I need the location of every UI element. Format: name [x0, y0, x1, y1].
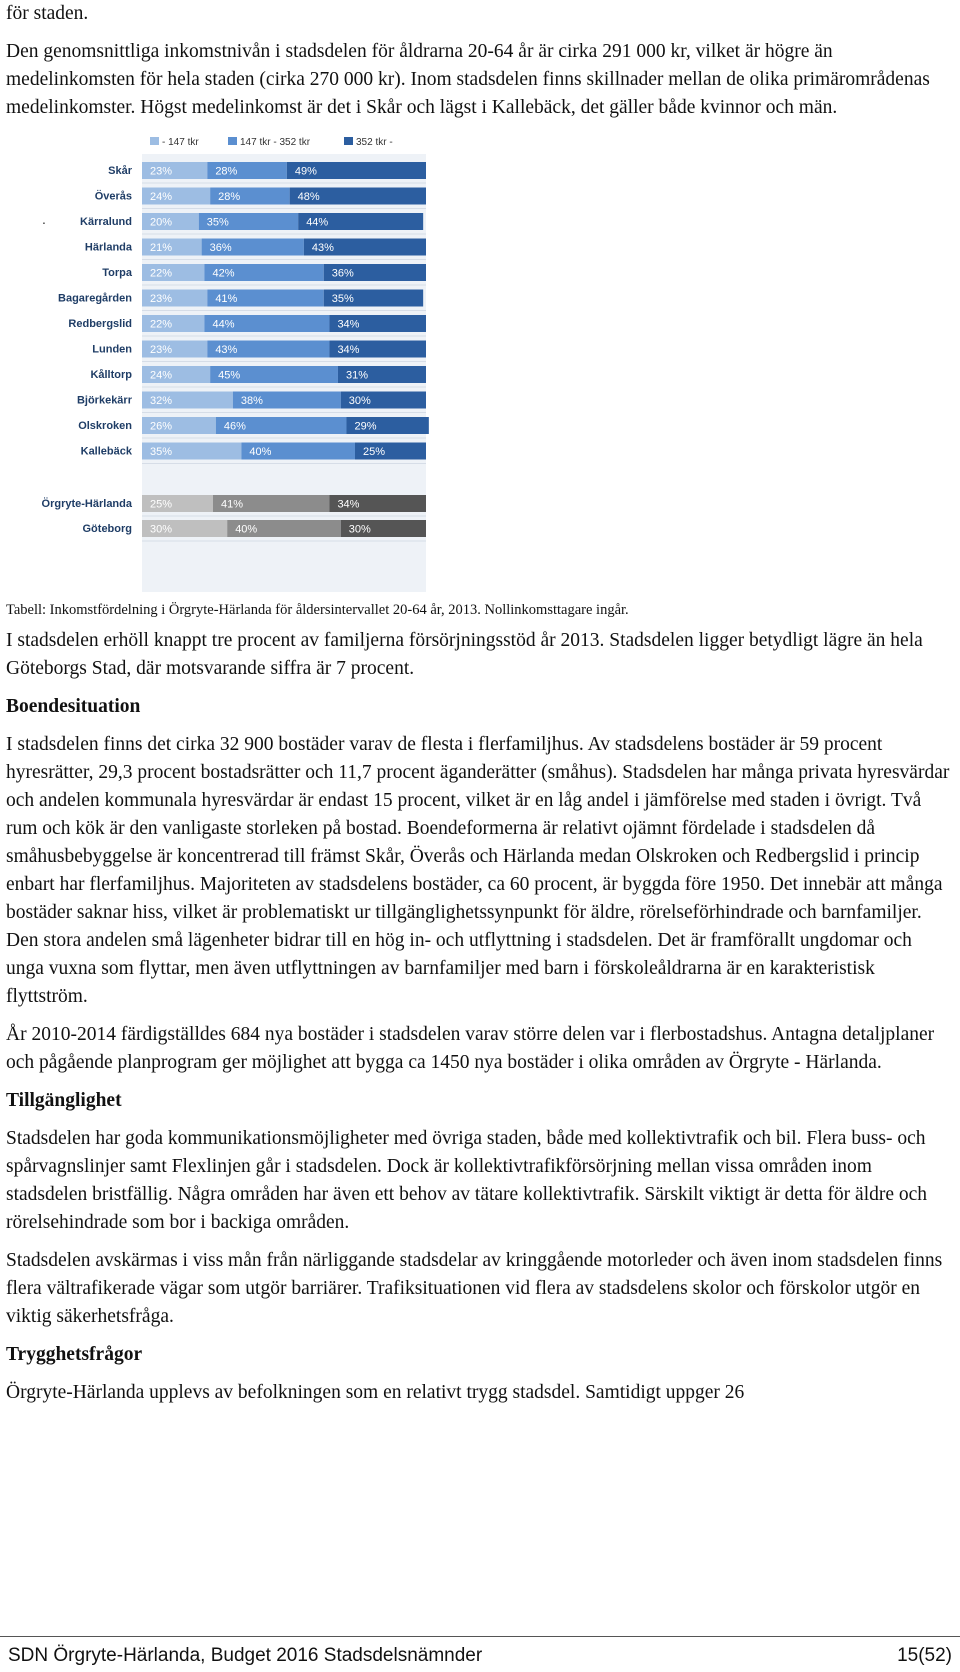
bar-value-label: 43% [215, 344, 238, 356]
chart-caption: Tabell: Inkomstfördelning i Örgryte-Härlanda för åldersintervallet 20-64 år, 2013. Nollinkomsttagare ingår. [6, 602, 629, 618]
bar-value-label: 20% [150, 216, 173, 229]
bar-value-label: 40% [235, 523, 258, 536]
bar-value-label: 30% [348, 395, 371, 407]
bar-value-label: 42% [212, 267, 235, 280]
category-label: Olskroken [78, 420, 132, 432]
category-label: Lunden [92, 343, 132, 356]
category-label: Göteborg [82, 523, 132, 535]
bar-value-label: 26% [150, 420, 173, 433]
legend-swatch-2 [344, 137, 353, 145]
bar-value-label: 23% [150, 165, 173, 178]
category-label: Bagaregården [58, 292, 132, 305]
heading-trygghetsfragor: Trygghetsfrågor [6, 1344, 143, 1365]
category-label: Kärralund [80, 216, 132, 228]
category-label: Härlanda [84, 241, 132, 254]
bar-value-label: 30% [150, 523, 173, 536]
chart-marker: . [42, 211, 46, 227]
footer-page-number: 15(52) [897, 1645, 952, 1666]
bar-value-label: 22% [150, 267, 173, 280]
bar-value-label: 24% [150, 191, 173, 203]
income-chart [6, 132, 954, 594]
bar-value-label: 40% [249, 446, 272, 458]
footer-title: SDN Örgryte-Härlanda, Budget 2016 Stadsdelsnämnder [8, 1645, 483, 1666]
bar-value-label: 44% [306, 216, 329, 229]
bar-value-label: 21% [150, 242, 173, 254]
bar-value-label: 25% [363, 446, 386, 458]
legend-label-0: - 147 tkr [162, 137, 199, 148]
bar-value-label: 34% [337, 344, 360, 356]
bar-value-label: 36% [209, 242, 232, 254]
bar-value-label: 23% [150, 344, 173, 356]
category-label: Överås [94, 190, 132, 203]
bar-value-label: 30% [348, 523, 371, 536]
bar-value-label: 24% [150, 369, 173, 382]
legend-label-2: 352 tkr - [356, 137, 393, 148]
document-page [6, 0, 954, 1407]
page-footer [0, 1636, 960, 1672]
heading-boendesituation: Boendesituation [6, 696, 141, 717]
bar-value-label: 41% [221, 498, 244, 511]
bar-value-label: 34% [337, 318, 360, 331]
bar-value-label: 22% [150, 318, 173, 331]
category-label: Örgryte-Härlanda [41, 498, 132, 510]
category-label: Kålltorp [90, 369, 132, 381]
bar-value-label: 41% [215, 293, 238, 305]
bar-value-label: 29% [354, 420, 377, 433]
bar-value-label: 49% [294, 165, 317, 178]
category-label: Torpa [102, 267, 132, 279]
paragraph-support: I stadsdelen erhöll knappt tre procent av familjerna försörjningsstöd år 2013. Stadsdelen ligger betydligt lägre än hela Göteborgs Stad, där motsvarande siffra är 7 procent. [6, 630, 923, 679]
paragraph-barriers: Stadsdelen avskärmas i viss mån från närliggande stadsdelar av kringgående motorleder och även inom stadsdelen finns flera vältrafikerade vägar som utgör barriärer. Trafiksituationen vid flera av stadsdelens skolor och förskolor utgör en viktig säkerhetsfråga. [6, 1250, 943, 1327]
bar-value-label: 35% [150, 446, 173, 458]
bar-value-label: 35% [206, 216, 229, 229]
paragraph-income: Den genomsnittliga inkomstnivån i stadsdelen för åldrarna 20-64 år är cirka 291 000 kr, vilket är högre än medelinkomsten för hela staden (cirka 270 000 kr). Inom stadsdelen finns skillnader mellan de olika primärområdenas medelinkomster. Högst medelinkomst är det i Skår och lägst i Kallebäck, det gäller både kvinnor och män. [6, 41, 930, 118]
bar-value-label: 35% [331, 293, 354, 305]
bar-value-label: 36% [331, 267, 354, 280]
paragraph-safety: Örgryte-Härlanda upplevs av befolkningen som en relativt trygg stadsdel. Samtidigt uppger 26 [6, 1382, 745, 1403]
category-label: Björkekärr [76, 394, 132, 407]
category-label: Redbergslid [68, 318, 132, 330]
bar-value-label: 38% [240, 395, 263, 407]
bar-value-label: 28% [218, 191, 241, 203]
bar-value-label: 48% [297, 191, 320, 203]
category-label: Kallebäck [80, 445, 132, 458]
bar-value-label: 28% [215, 165, 238, 178]
bar-value-label: 34% [337, 498, 360, 511]
category-label: Skår [108, 165, 132, 177]
bar-value-label: 44% [212, 318, 235, 331]
income-stacked-bar-chart [6, 132, 954, 594]
bar-value-label: 32% [150, 395, 173, 407]
bar-value-label: 31% [345, 369, 368, 382]
legend-label-1: 147 tkr - 352 tkr [240, 137, 311, 148]
legend-swatch-0 [150, 137, 159, 145]
paragraph-housing: I stadsdelen finns det cirka 32 900 bostäder varav de flesta i flerfamiljhus. Av stadsdelens bostäder är 59 procent hyresrätter, 29,3 procent bostadsrätter och 11,7 procent äganderätter (småhus). Stadsdelen har många privata hyresvärdar och andelen kommunala hyresvärdar är endast 15 procent, vilket är en låg andel i jämförelse med staden i övrigt. Två rum och kök är den vanligaste storleken på bostad. Boendeformerna är relativt ojämnt fördelade i stadsdelen då småhusbebyggelse är koncentrerad till främst Skår, Överås och Härlanda medan Olskroken och Redbergslid i princip enbart har flerfamiljhus. Majoriteten av stadsdelens bostäder, ca 60 procent, är byggda före 1950. Det innebär att många bostäder saknar hiss, vilket är problematiskt ur tillgänglighetssynpunkt för äldre, rörelseförhindrade och barnfamiljer. Den stora andelen små lägenheter bidrar till en hög in- och utflyttning i stadsdelen. Det är framförallt ungdomar och unga vuxna som flyttar, men även utflyttningen av barnfamiljer med barn i förskoleåldrarna är en karakteristisk flyttström. [6, 734, 950, 1007]
paragraph-transport: Stadsdelen har goda kommunikationsmöjligheter med övriga staden, både med kollektivtrafik och bil. Flera buss- och spårvagnslinjer samt Flexlinjen går i stadsdelen. Dock är kollektivtrafikförsörjning mellan vissa områden inom stadsdelen bristfällig. Några områden har även ett behov av tätare kollektivtrafik. Särskilt viktigt är detta för äldre och rörelsehindrade som bor i backiga områden. [6, 1128, 928, 1233]
bar-value-label: 43% [311, 242, 334, 254]
heading-tillganglighet: Tillgänglighet [6, 1090, 122, 1111]
bar-value-label: 46% [223, 420, 246, 433]
legend-swatch-1 [228, 137, 237, 145]
paragraph-new-housing: År 2010-2014 färdigställdes 684 nya bostäder i stadsdelen varav större delen var i flerbostadshus. Antagna detaljplaner och pågående planprogram ger möjlighet att bygga ca 1450 nya bostäder i olika områden av Örgryte - Härlanda. [6, 1024, 935, 1073]
bar-value-label: 25% [150, 498, 173, 511]
paragraph-intro-end: för staden. [6, 3, 89, 24]
bar-value-label: 45% [218, 369, 241, 382]
bar-value-label: 23% [150, 293, 173, 305]
